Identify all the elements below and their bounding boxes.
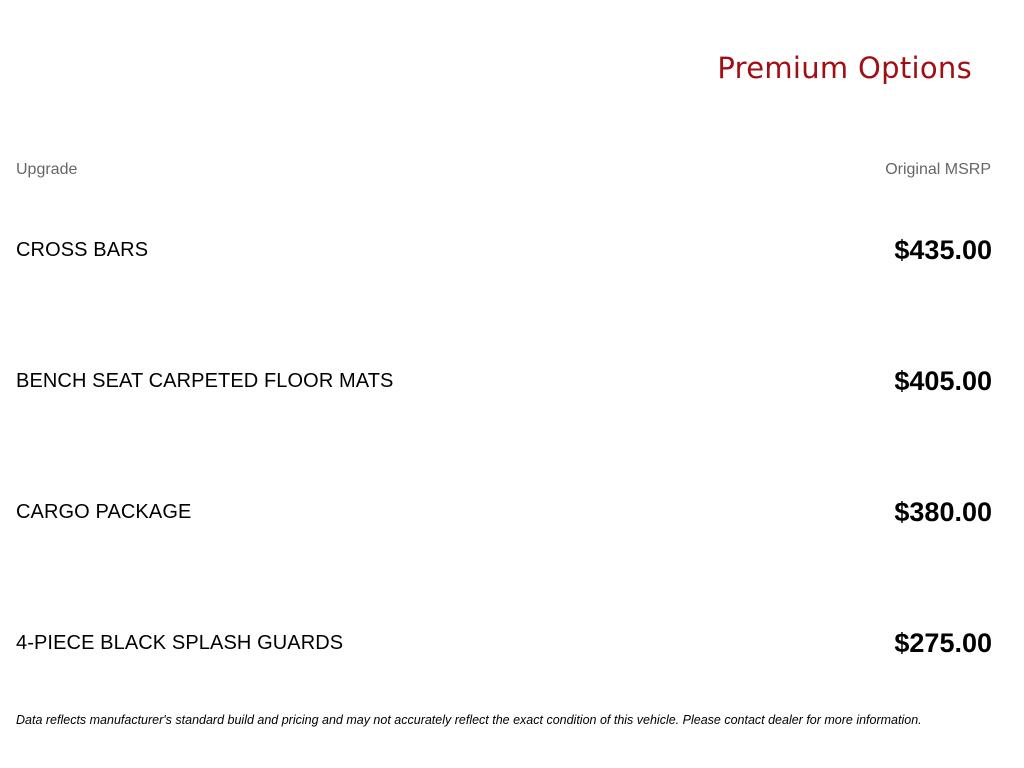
- option-price: $380.00: [894, 496, 992, 527]
- column-header-upgrade: Upgrade: [16, 161, 78, 178]
- option-price: $275.00: [894, 627, 992, 658]
- option-price: $405.00: [894, 365, 992, 396]
- column-header-msrp: Original MSRP: [885, 161, 991, 178]
- disclaimer-text: Data reflects manufacturer's standard build and pricing and may not accurately reflect the exact condition of this vehicle. Please contact dealer for more information.: [16, 713, 922, 727]
- option-name: 4-PIECE BLACK SPLASH GUARDS: [16, 631, 344, 654]
- option-name: CARGO PACKAGE: [16, 500, 192, 523]
- option-row: [16, 230, 992, 270]
- option-row: [16, 623, 992, 663]
- option-row: [16, 361, 992, 401]
- option-name: BENCH SEAT CARPETED FLOOR MATS: [16, 369, 394, 392]
- option-name: CROSS BARS: [16, 238, 149, 261]
- option-row: [16, 492, 992, 532]
- page-title: Premium Options: [717, 51, 972, 85]
- option-price: $435.00: [894, 234, 992, 265]
